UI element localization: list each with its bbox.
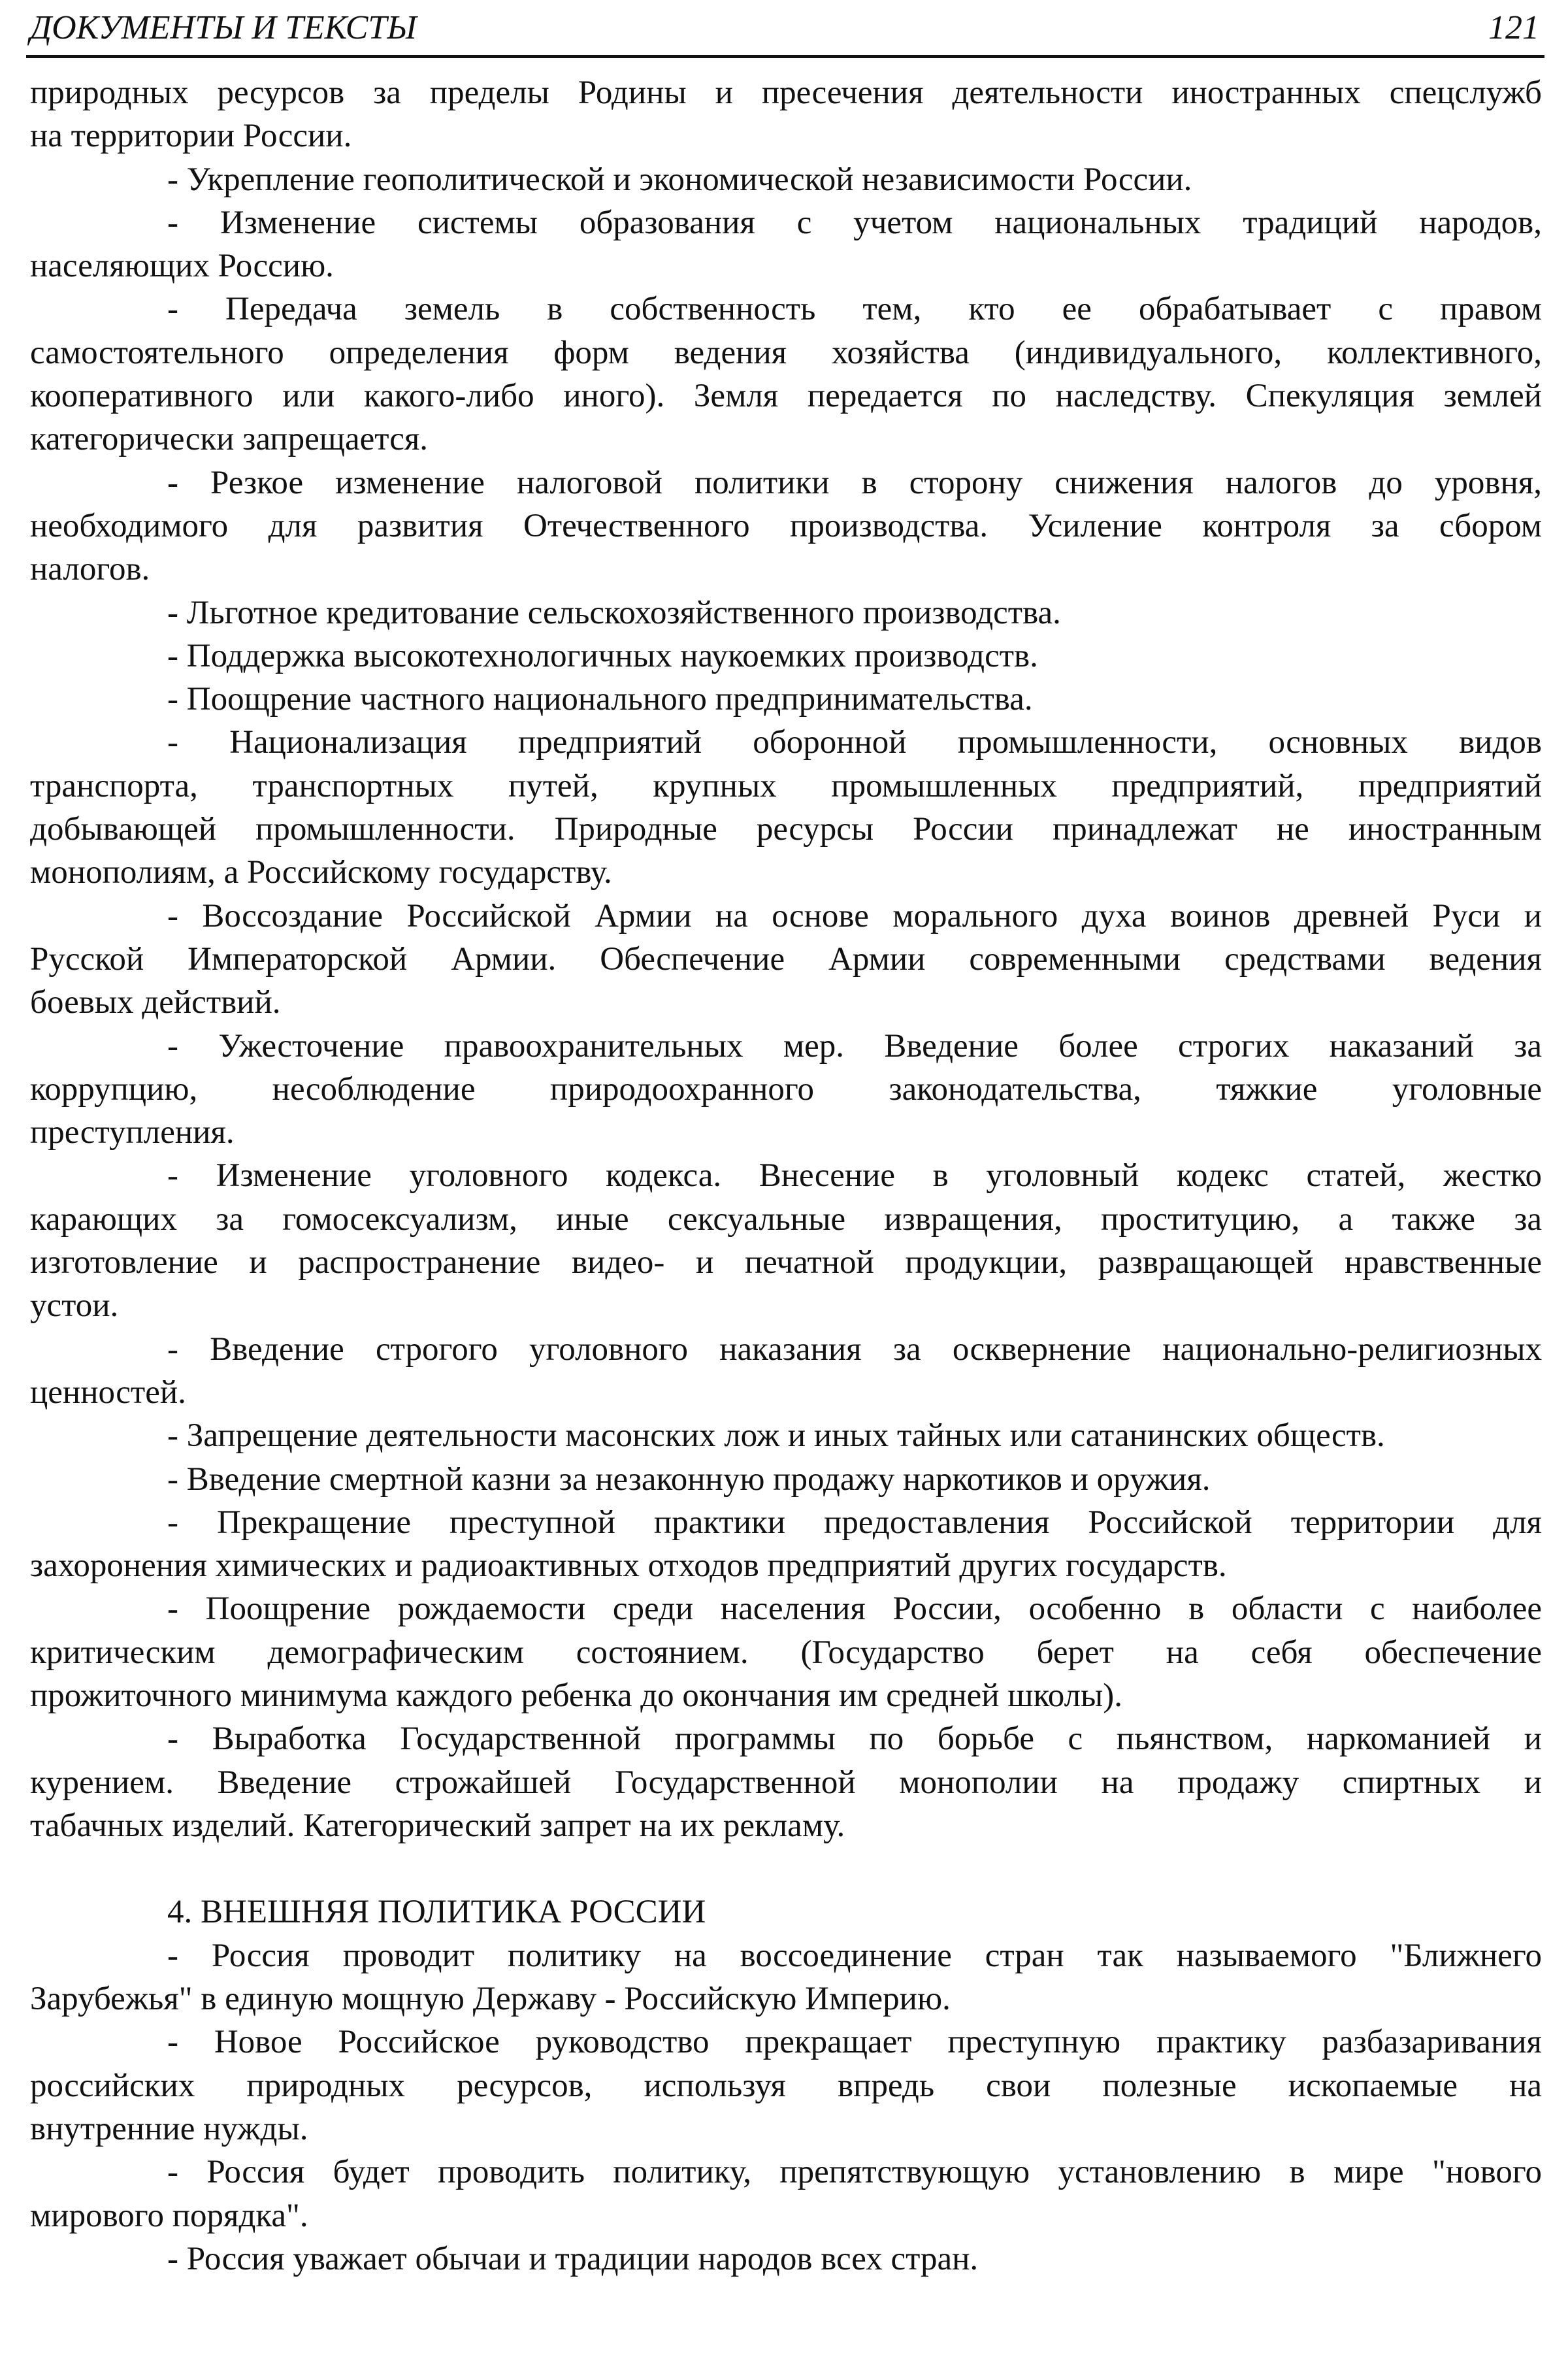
text-line: - Изменение системы образования с учетом национальных традиций народов, (167, 204, 1542, 241)
paragraph (30, 635, 1542, 678)
text-line: природных ресурсов за пределы Родины и пресечения деятельности иностранных спецслужб (30, 74, 1542, 111)
running-header (30, 4, 1542, 52)
text-line: - Введение смертной казни за незаконную продажу наркотиков и оружия. (167, 1460, 1211, 1498)
text-line: - Запрещение деятельности масонских лож и иных тайных или сатанинских обществ. (167, 1417, 1385, 1455)
text-line: табачных изделий. Категорический запрет на их рекламу. (30, 1807, 845, 1844)
text-line: - Введение строгого уголовного наказания за осквернение национально-религиозных (167, 1330, 1542, 1368)
text-line: необходимого для развития Отечественного производства. Усиление контроля за сбором (30, 507, 1542, 544)
text-line: - Россия уважает обычаи и традиции народов всех стран. (167, 2240, 979, 2277)
text-line: на территории России. (30, 118, 352, 155)
paragraph (30, 71, 1542, 158)
page-number: 121 (1488, 9, 1539, 46)
text-line: - Новое Российское руководство прекращает преступную практику разбазаривания (167, 2024, 1542, 2061)
text-line: боевых действий. (30, 984, 281, 1021)
section-heading: 4. ВНЕШНЯЯ ПОЛИТИКА РОССИИ (167, 1894, 706, 1931)
text-line: самостоятельного определения форм ведения хозяйства (индивидуального, коллективного, (30, 334, 1542, 371)
text-line: внутренние нужды. (30, 2110, 308, 2147)
section-title: ДОКУМЕНТЫ И ТЕКСТЫ (30, 9, 417, 46)
paragraph (30, 1328, 1542, 1415)
text-line: мирового порядка". (30, 2197, 308, 2234)
text-line: - Прекращение преступной практики предоставления Российской территории для (167, 1504, 1542, 1541)
text-line: преступления. (30, 1114, 235, 1151)
text-line: Зарубежья" в единую мощную Державу - Российскую Империю. (30, 1981, 951, 2018)
text-line: - Передача земель в собственность тем, кто ее обрабатывает с правом (167, 291, 1542, 328)
text-line: устои. (30, 1287, 119, 1325)
text-line: - Россия проводит политику на воссоединение стран так называемого "Ближнего (167, 1937, 1542, 1974)
text-line: курением. Введение строжайшей Государственной монополии на продажу спиртных и (30, 1764, 1542, 1801)
paragraph (30, 678, 1542, 721)
paragraph (30, 1414, 1542, 1457)
text-line: - Поощрение частного национального предпринимательства. (167, 681, 1033, 718)
text-line: критическим демографическим состоянием. (Государство берет на себя обеспечение (30, 1634, 1542, 1671)
text-line: - Поддержка высокотехнологичных наукоемких производств. (167, 637, 1038, 674)
text-line: кооперативного или какого-либо иного). Земля передается по наследству. Спекуляция землей (30, 378, 1542, 415)
text-line: - Воссоздание Российской Армии на основе морального духа воинов древней Руси и (167, 897, 1542, 934)
text-line: налогов. (30, 551, 150, 588)
text-line: ценностей. (30, 1374, 186, 1411)
text-line: - Поощрение рождаемости среди населения России, особенно в области с наиболее (167, 1591, 1542, 1628)
text-line: - Выработка Государственной программы по борьбе с пьянством, наркоманией и (167, 1721, 1542, 1758)
text-line: - Национализация предприятий оборонной промышленности, основных видов (167, 724, 1542, 761)
text-line: - Россия будет проводить политику, препятствующую установлению в мире "нового (167, 2154, 1542, 2191)
text-line: категорически запрещается. (30, 421, 429, 458)
text-line: - Резкое изменение налоговой политики в сторону снижения налогов до уровня, (167, 464, 1542, 501)
paragraph (30, 2237, 1542, 2281)
text-line: захоронения химических и радиоактивных отходов предприятий других государств. (30, 1547, 1227, 1585)
blank-line (30, 1847, 1542, 1890)
text-line: населяющих Россию. (30, 248, 334, 285)
text-line: изготовление и распространение видео- и печатной продукции, развращающей нравственные (30, 1244, 1542, 1281)
paragraph (30, 2151, 1542, 2237)
header-rule (26, 55, 1544, 58)
text-line: Русской Императорской Армии. Обеспечение Армии современными средствами ведения (30, 940, 1542, 978)
paragraph (30, 1025, 1542, 1155)
page-body (30, 71, 1542, 2281)
text-line: российских природных ресурсов, используя впредь свои полезные ископаемые на (30, 2067, 1542, 2104)
text-line: добывающей промышленности. Природные ресурсы России принадлежат не иностранным (30, 811, 1542, 848)
paragraph (30, 461, 1542, 591)
text-line: - Ужесточение правоохранительных мер. Введение более строгих наказаний за (167, 1027, 1542, 1064)
text-line: транспорта, транспортных путей, крупных промышленных предприятий, предприятий (30, 767, 1542, 804)
text-line: - Льготное кредитование сельскохозяйственного производства. (167, 594, 1061, 631)
paragraph (30, 721, 1542, 894)
text-line: коррупцию, несоблюдение природоохранного законодательства, тяжкие уголовные (30, 1070, 1542, 1108)
paragraph (30, 1934, 1542, 2021)
text-line: прожиточного минимума каждого ребенка до окончания им средней школы). (30, 1677, 1123, 1714)
paragraph (30, 1501, 1542, 1588)
paragraph (30, 201, 1542, 288)
text-line: монополиям, а Российскому государству. (30, 854, 612, 891)
paragraph (30, 1458, 1542, 1501)
text-line: - Изменение уголовного кодекса. Внесение в уголовный кодекс статей, жестко (167, 1157, 1542, 1195)
text-line: - Укрепление геополитической и экономической независимости России. (167, 161, 1192, 198)
paragraph (30, 2020, 1542, 2151)
paragraph (30, 158, 1542, 201)
paragraph (30, 895, 1542, 1025)
paragraph (30, 1154, 1542, 1327)
text-line: карающих за гомосексуализм, иные сексуальные извращения, проституцию, а также за (30, 1200, 1542, 1238)
paragraph (30, 1717, 1542, 1847)
paragraph (30, 1587, 1542, 1717)
paragraph (30, 288, 1542, 461)
paragraph (30, 591, 1542, 635)
